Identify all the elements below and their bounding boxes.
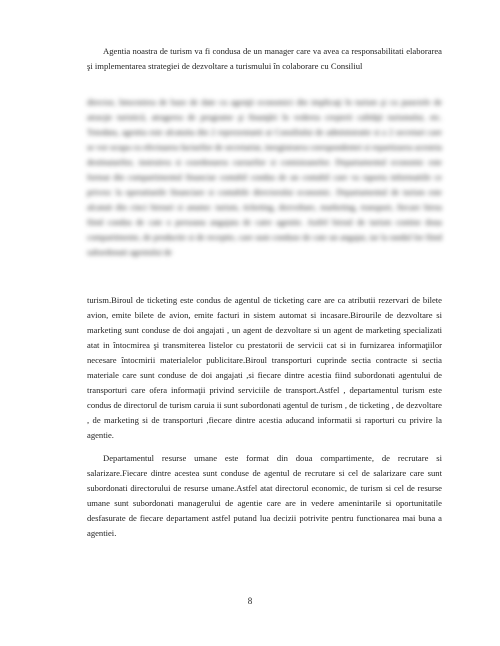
intro-paragraph: Agentia noastra de turism va fi condusa de un manager care va avea ca responsabilitati elaborarea şi implementarea strategiei de dezvoltare a turismului în colaborare cu Consiliul <box>87 46 442 71</box>
continuation-paragraph: turism.Biroul de ticketing este condus de agentul de ticketing care are ca atributii rezervari de bilete avion, emite bilete de avion, emite facturi in sistem automat si incasare.Birourile de dezvoltare si marketing sunt conduse de doi angajati , un agent de dezvoltare si un agent de marketing specializati atat in întocmirea şi transmiterea listelor cu prestatorii de servicii cat si in furnizarea informaţiilor necesare întocmirii materialelor publicitare.Biroul transporturi cuprinde sectia contracte si sectia materiale care sunt conduse de doi angajati ,si fiecare dintre acestia fiind subordonati agentului de transporturi care ofera informaţii privind serviciile de transport.Astfel , departamentul turism este condus de directorul de turism caruia ii sunt subordonati agentul de turism , de ticketing , de dezvoltare , de marketing si de transporturi ,fiecare dintre acestia aducand informatii si raporturi cu privire la agentie. <box>87 295 442 440</box>
page-number: 8 <box>247 596 253 606</box>
main-text-block <box>87 293 442 541</box>
blurred-paragraph: director, întocmirea de baze de date cu agenţii economici din implicaţi în turism şi cu punctele de atracţie turistică, atragerea de programe şi finanţări în vederea creşterii calităţii turismului, etc. Totodata, agentia este alcatuita din 2 reprezentanti ai Consiliului de administratie si a 2 secretari care se vor ocupa cu efectuarea facturilor de secretariat, inregistrarea corespondentei si repartizarea acesteia destinatarilor, instruirea si coordonarea cursurilor si comisioanelor. Departamentul economic este format din compartimentul financiar contabil condus de un contabil care va raporta informatiile ce privesc la operatiunile financiare si contabile directorului economic. Departamentul de turism este alcatuit din cinci birouri si anume: turism, ticketing, dezvoltare, marketing, transport, fiecare birou fiind condus de cate o persoana angajata de catre agentie. Astfel biroul de turism contine doua compartimente, de productie si de receptie, care sunt conduse de cate un angajat, iar la randul lor fiind subordonati agentului de <box>87 97 442 257</box>
blurred-text-region <box>87 95 442 293</box>
hr-paragraph: Departamentul resurse umane este format din doua compartimente, de recrutare si salarizare.Fiecare dintre acestea sunt conduse de agentul de recrutare si cel de salarizare care sunt subordonati directorului de resurse umane.Astfel atat directorul economic, de turism si cel de resurse umane sunt subordonati managerului de agentie care are in vedere amenintarile si oportunitatile desfasurate de fiecare departament astfel putand lua decizii potrivite pentru functionarea mai buna a agentiei. <box>87 453 442 538</box>
top-text-block <box>87 44 442 74</box>
